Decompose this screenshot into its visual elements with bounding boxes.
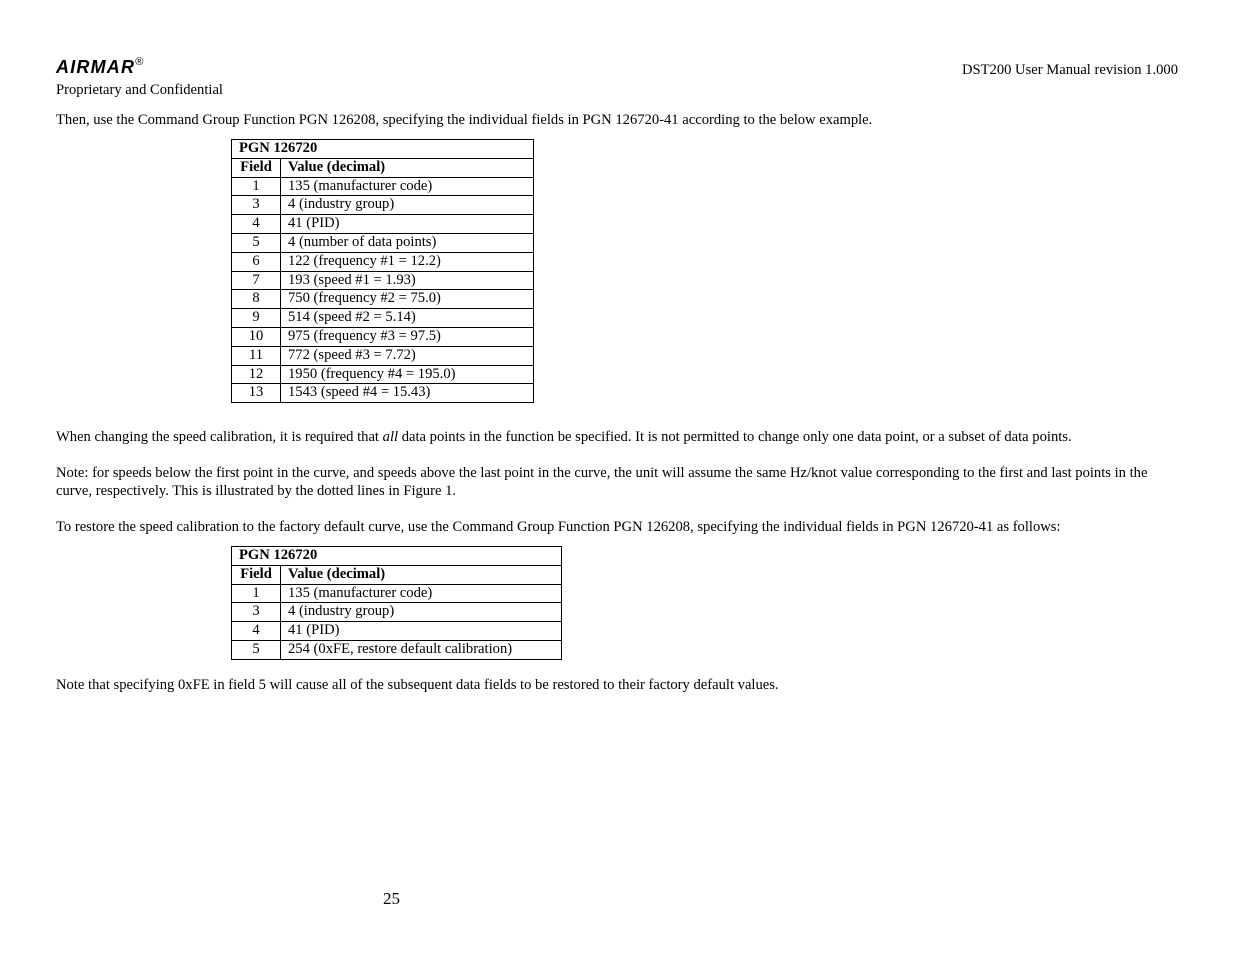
table-row <box>232 584 562 603</box>
field-number-cell: 1 <box>232 584 281 603</box>
table-row <box>232 309 534 328</box>
table-title-row <box>232 140 534 159</box>
value-cell: 772 (speed #3 = 7.72) <box>281 346 534 365</box>
emphasis-all: all <box>382 429 399 445</box>
paragraph-note-curve: Note: for speeds below the first point in the curve, and speeds above the last point in the curve, the unit will assume the same Hz/knot value corresponding to the first and last points in the curve, respectively. This is illustrated by the dotted lines in Figure 1. <box>56 465 1148 499</box>
value-cell: 750 (frequency #2 = 75.0) <box>281 290 534 309</box>
field-number-cell: 5 <box>232 233 281 252</box>
value-cell: 4 (industry group) <box>281 196 534 215</box>
table-row <box>232 346 534 365</box>
pgn-table-example <box>231 139 534 403</box>
table-row <box>232 640 562 659</box>
field-number-cell: 9 <box>232 309 281 328</box>
value-cell: 4 (industry group) <box>281 603 562 622</box>
airmar-logo <box>56 56 143 78</box>
value-cell: 135 (manufacturer code) <box>281 177 534 196</box>
column-header-field: Field <box>232 158 281 177</box>
table-row <box>232 327 534 346</box>
manual-title: DST200 User Manual revision 1.000 <box>961 62 1178 78</box>
table-row <box>232 177 534 196</box>
field-number-cell: 1 <box>232 177 281 196</box>
confidential-label: Proprietary and Confidential <box>56 82 223 98</box>
value-cell: 122 (frequency #1 = 12.2) <box>281 252 534 271</box>
table-row <box>232 384 534 403</box>
paragraph-all-points <box>56 428 1196 446</box>
value-cell: 41 (PID) <box>281 622 562 641</box>
table-header-row <box>232 158 534 177</box>
registered-mark: ® <box>135 56 144 68</box>
table-title-row <box>232 547 562 566</box>
field-number-cell: 5 <box>232 640 281 659</box>
value-cell: 1950 (frequency #4 = 195.0) <box>281 365 534 384</box>
value-cell: 135 (manufacturer code) <box>281 584 562 603</box>
column-header-value: Value (decimal) <box>281 158 534 177</box>
value-cell: 514 (speed #2 = 5.14) <box>281 309 534 328</box>
paragraph-intro: Then, use the Command Group Function PGN 126208, specifying the individual fields in PGN 126720-41 according to the below example. <box>56 112 873 128</box>
paragraph-note-0xfe: Note that specifying 0xFE in field 5 will cause all of the subsequent data fields to be restored to their factory default values. <box>56 677 779 693</box>
value-cell: 41 (PID) <box>281 215 534 234</box>
table-row <box>232 196 534 215</box>
table-row <box>232 365 534 384</box>
value-cell: 193 (speed #1 = 1.93) <box>281 271 534 290</box>
field-number-cell: 12 <box>232 365 281 384</box>
table-row <box>232 215 534 234</box>
value-cell: 254 (0xFE, restore default calibration) <box>281 640 562 659</box>
table-title: PGN 126720 <box>232 547 562 566</box>
pgn-table-restore <box>231 546 562 660</box>
value-cell: 4 (number of data points) <box>281 233 534 252</box>
table-row <box>232 233 534 252</box>
table-row <box>232 290 534 309</box>
table-row <box>232 271 534 290</box>
field-number-cell: 11 <box>232 346 281 365</box>
paragraph-restore: To restore the speed calibration to the factory default curve, use the Command Group Function PGN 126208, specifying the individual fields in PGN 126720-41 as follows: <box>56 519 1061 535</box>
table-row <box>232 622 562 641</box>
field-number-cell: 3 <box>232 196 281 215</box>
field-number-cell: 4 <box>232 215 281 234</box>
field-number-cell: 7 <box>232 271 281 290</box>
page-number: 25 <box>383 889 400 908</box>
value-cell: 975 (frequency #3 = 97.5) <box>281 327 534 346</box>
field-number-cell: 8 <box>232 290 281 309</box>
field-number-cell: 6 <box>232 252 281 271</box>
logo-text: AIRMAR <box>56 57 136 77</box>
column-header-value: Value (decimal) <box>281 565 562 584</box>
table-row <box>232 603 562 622</box>
table-row <box>232 252 534 271</box>
table-header-row <box>232 565 562 584</box>
field-number-cell: 13 <box>232 384 281 403</box>
field-number-cell: 10 <box>232 327 281 346</box>
column-header-field: Field <box>232 565 281 584</box>
field-number-cell: 3 <box>232 603 281 622</box>
paragraph-text: data points in the function be specified. It is not permitted to change only one data point, or a subset of data points. <box>398 429 1072 445</box>
table-title: PGN 126720 <box>232 140 534 159</box>
value-cell: 1543 (speed #4 = 15.43) <box>281 384 534 403</box>
paragraph-text: When changing the speed calibration, it is required that <box>56 429 383 445</box>
field-number-cell: 4 <box>232 622 281 641</box>
